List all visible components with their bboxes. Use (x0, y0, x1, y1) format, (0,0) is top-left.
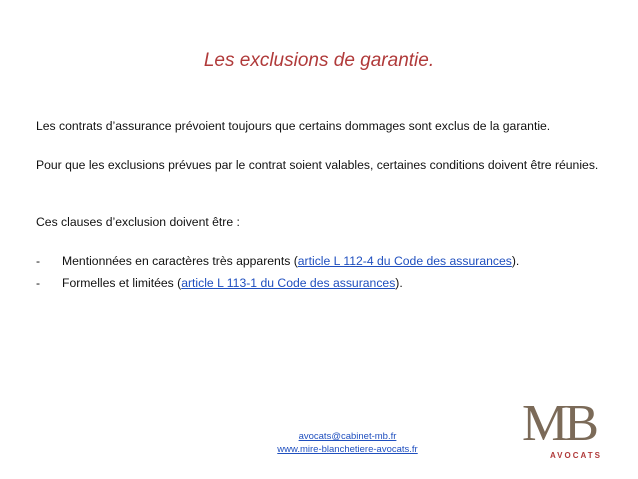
bullet-item (36, 276, 626, 298)
paragraph-3: Ces clauses d’exclusion doivent être : (36, 215, 240, 229)
bullet-suffix: ). (511, 254, 520, 268)
bullet-prefix: Mentionnées en caractères très apparents ( (62, 254, 298, 268)
email-link[interactable]: avocats@cabinet-mb.fr (298, 431, 397, 442)
bullet-dash: - (36, 254, 41, 268)
website-link[interactable]: www.mire-blanchetiere-avocats.fr (277, 444, 418, 455)
bullet-list (36, 254, 626, 298)
bullet-dash: - (36, 276, 41, 290)
article-link-l113-1[interactable]: article L 113-1 du Code des assurances (181, 276, 396, 290)
slide-title: Les exclusions de garantie. (203, 50, 435, 71)
logo-letters: MB (522, 395, 595, 452)
article-link-l112-4[interactable]: article L 112-4 du Code des assurances (297, 254, 512, 268)
mb-logo (522, 395, 618, 466)
paragraph-1: Les contrats d’assurance prévoient toujours que certains dommages sont exclus de la garantie. (36, 119, 551, 133)
paragraph-2: Pour que les exclusions prévues par le contrat soient valables, certaines conditions doivent être réunies. (36, 158, 599, 172)
bullet-suffix: ). (395, 276, 403, 290)
bullet-text (62, 254, 626, 268)
logo-subtitle: AVOCATS (550, 451, 602, 460)
bullet-item (36, 254, 626, 276)
bullet-text (62, 276, 626, 290)
footer-contact (250, 430, 445, 456)
bullet-prefix: Formelles et limitées ( (62, 276, 182, 290)
